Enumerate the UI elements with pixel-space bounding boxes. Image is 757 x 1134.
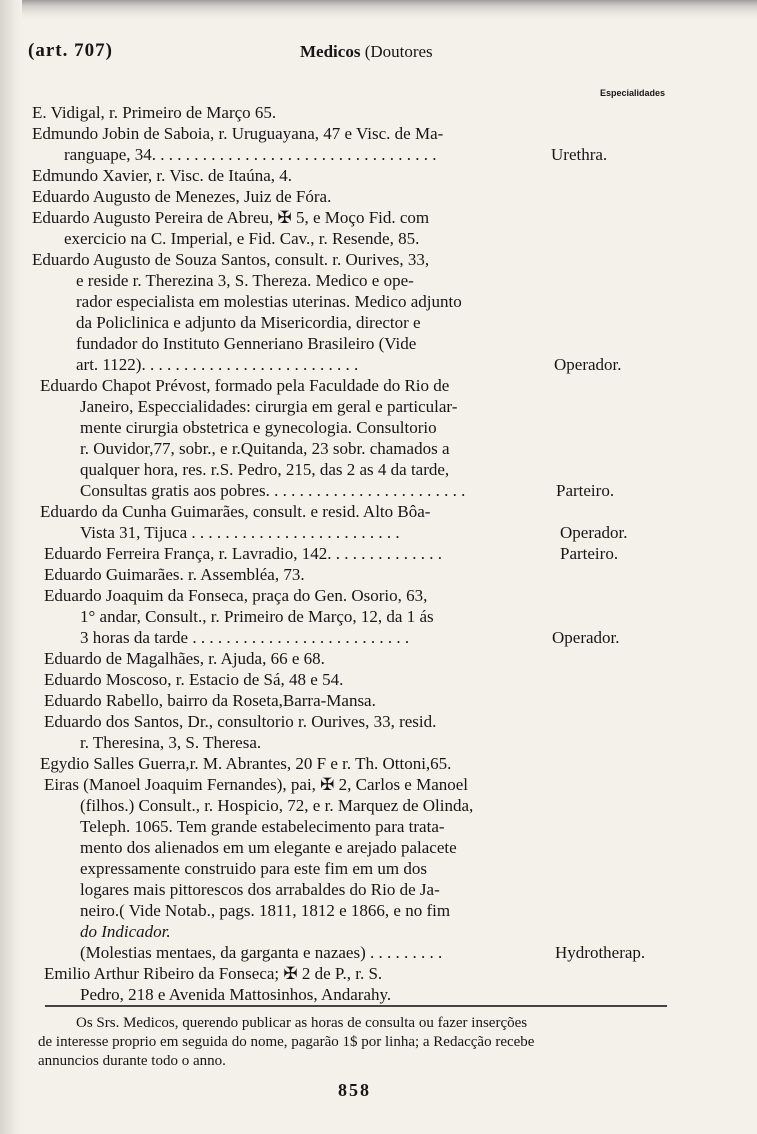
entry-line: Eduardo Guimarães. r. Assembléa, 73. [44,565,305,584]
entry-line: fundador do Instituto Genneriano Brasileiro (Vide [76,334,417,353]
entry-line: 1° andar, Consult., r. Primeiro de Março, 12, da 1 ás [80,607,434,626]
entry-line: ranguape, 34. . . . . . . . . . . . . . . . . . . . . . . . . . . . . . . . . . [64,145,437,164]
entry-line: Eduardo Augusto de Menezes, Juiz de Fóra. [32,187,332,206]
entry-line: rador especialista em molestias uterinas. Medico adjunto [76,292,462,311]
section-title [300,42,433,62]
entry-line: Eduardo da Cunha Guimarães, consult. e resid. Alto Bôa- [40,502,431,521]
entry-line: Eduardo Chapot Prévost, formado pela Faculdade do Rio de [40,376,450,395]
specialty-label: Parteiro. [560,544,619,563]
entry-line: Consultas gratis aos pobres. . . . . . . . . . . . . . . . . . . . . . . . [80,481,466,500]
entry-line: Eiras (Manoel Joaquim Fernandes), pai, ✠ 2, Carlos e Manoel [44,775,469,794]
page-header [20,38,740,68]
entry-line: expressamente construido para este fim em um dos [80,859,427,878]
section-title-bold: Medicos [300,42,361,61]
entry-line: da Policlinica e adjunto da Misericordia, director e [76,313,421,332]
entry-line: e reside r. Therezina 3, S. Thereza. Medico e ope- [76,271,414,290]
specialties-column-header: Especialidades [599,88,665,98]
entry-line: exercicio na C. Imperial, e Fid. Cav., r. Resende, 85. [64,229,420,248]
entry-line: mente cirurgia obstetrica e gynecologia. Consultorio [80,418,437,437]
scan-left-edge [0,0,22,1134]
entry-line: 3 horas da tarde . . . . . . . . . . . . . . . . . . . . . . . . . . [80,628,410,647]
entry-line: Vista 31, Tijuca . . . . . . . . . . . . . . . . . . . . . . . . . [80,523,400,542]
entry-line: Eduardo Augusto Pereira de Abreu, ✠ 5, e Moço Fid. com [32,208,430,227]
entry-line: Edmundo Xavier, r. Visc. de Itaúna, 4. [32,166,293,185]
entry-line: Eduardo dos Santos, Dr., consultorio r. Ourives, 33, resid. [44,712,437,731]
entry-line: mento dos alienados em um elegante e arejado palacete [80,838,457,857]
entry-line: (Molestias mentaes, da garganta e nazaes) . . . . . . . . . [80,943,443,962]
entry-line: E. Vidigal, r. Primeiro de Março 65. [32,103,277,122]
specialty-label: Hydrotherap. [555,943,646,962]
entry-line: Eduardo Joaquim da Fonseca, praça do Gen. Osorio, 63, [44,586,428,605]
specialty-label: Operador. [560,523,628,542]
specialty-label: Operador. [552,628,620,647]
entry-line: Edmundo Jobin de Saboia, r. Uruguayana, 47 e Visc. de Ma- [32,124,444,143]
entry-line: r. Theresina, 3, S. Theresa. [80,733,262,752]
entry-line: art. 1122). . . . . . . . . . . . . . . . . . . . . . . . . . [76,355,359,374]
entry-line: Eduardo de Magalhães, r. Ajuda, 66 e 68. [44,649,325,668]
entry-line: Teleph. 1065. Tem grande estabelecimento para trata- [80,817,445,836]
section-title-rest: (Doutores [364,42,433,61]
specialty-label: Operador. [554,355,622,374]
footnote-line: Os Srs. Medicos, querendo publicar as horas de consulta ou fazer inserções [76,1015,528,1031]
page-number: 858 [338,1080,371,1100]
scan-top-edge [0,0,757,20]
footnote-line: de interesse proprio em seguida do nome, pagarão 1$ por linha; a Redacção recebe [38,1034,535,1050]
article-number: (art. 707) [28,40,113,61]
specialty-label: Parteiro. [556,481,615,500]
entry-line: Egydio Salles Guerra,r. M. Abrantes, 20 F e r. Th. Ottoni,65. [40,754,452,773]
specialty-label: Urethra. [551,145,608,164]
entry-line: Eduardo Augusto de Souza Santos, consult. r. Ourives, 33, [32,250,430,269]
footnote-divider [45,1005,667,1007]
entry-line: Emilio Arthur Ribeiro da Fonseca; ✠ 2 de P., r. S. [44,964,383,983]
entry-line: r. Ouvidor,77, sobr., e r.Quitanda, 23 sobr. chamados a [80,439,450,458]
entry-line: qualquer hora, res. r.S. Pedro, 215, das 2 as 4 da tarde, [80,460,450,479]
entry-line: Pedro, 218 e Avenida Mattosinhos, Andarahy. [80,985,392,1004]
entry-line: Eduardo Rabello, bairro da Roseta,Barra-Mansa. [44,691,376,710]
entry-line: Eduardo Moscoso, r. Estacio de Sá, 48 e 54. [44,670,344,689]
entry-line: neiro.( Vide Notab., pags. 1811, 1812 e 1866, e no fim [80,901,451,920]
entry-line: Eduardo Ferreira França, r. Lavradio, 142. . . . . . . . . . . . . . [44,544,442,563]
footnote-line: annuncios durante todo o anno. [38,1053,226,1069]
entry-line: Janeiro, Especcialidades: cirurgia em geral e particular- [80,397,458,416]
entry-line: (filhos.) Consult., r. Hospicio, 72, e r. Marquez de Olinda, [80,796,474,815]
entry-line: do Indicador. [80,922,171,941]
entry-line: logares mais pittorescos dos arrabaldes do Rio de Ja- [80,880,440,899]
